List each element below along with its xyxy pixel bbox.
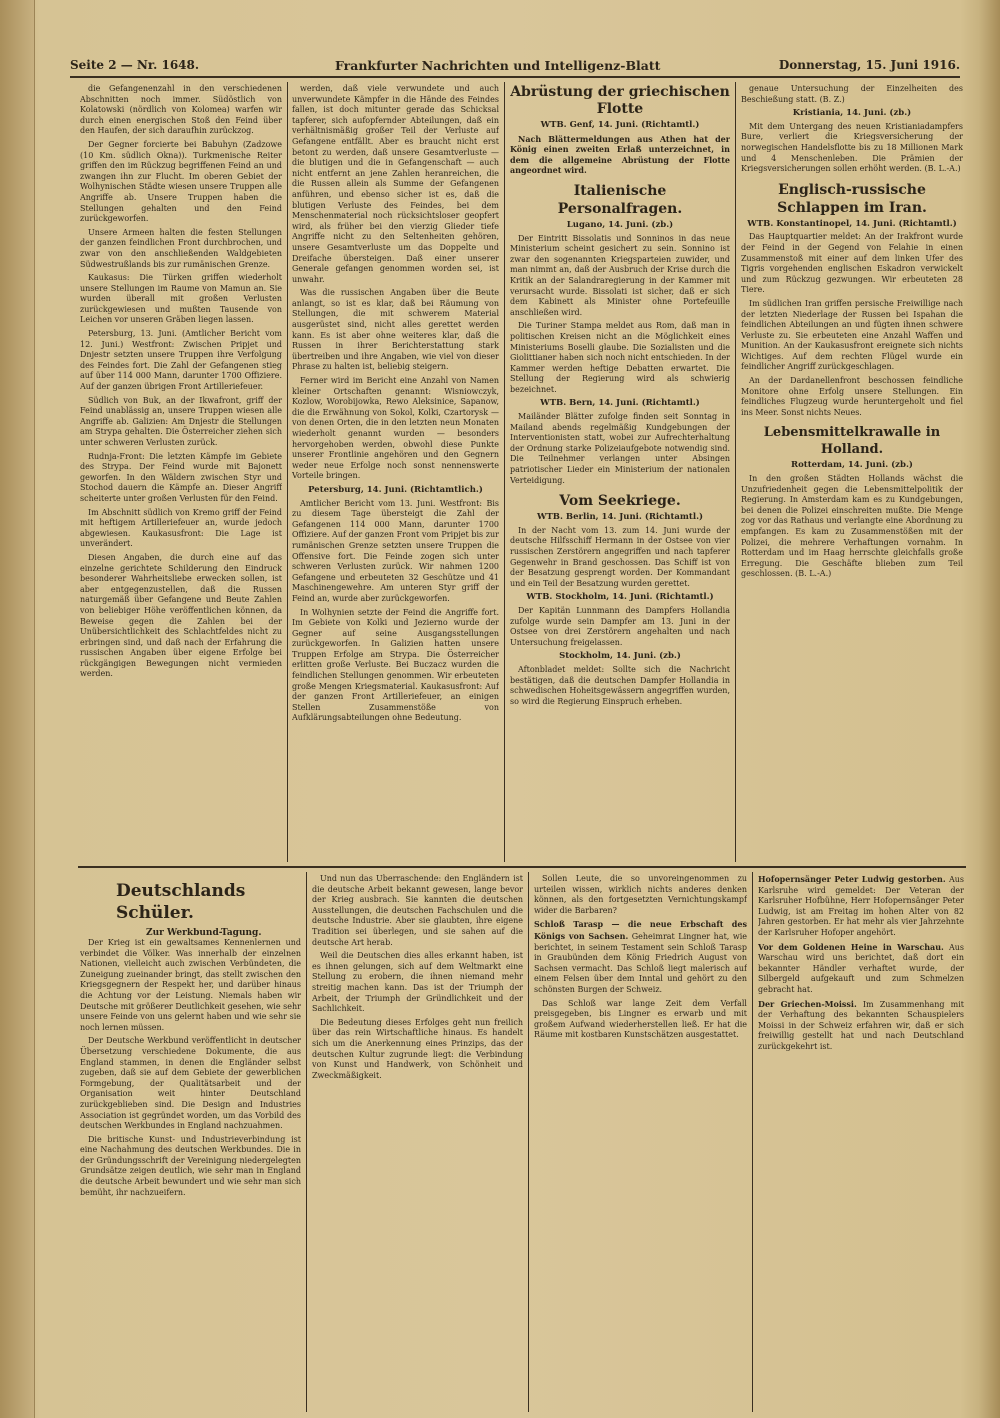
paragraph: Sollen Leute, die so unvoreingenommen zu urteilen wissen, wirklich nichts anderes denken können, als den fortgesetzten Vernichtungskampf wider die Barbaren?: [534, 874, 747, 915]
feature-column-2: [312, 874, 523, 1410]
paragraph: Nach Blättermeldungen aus Athen hat der König einen zweiten Erlaß unterzeichnet, in dem die allgemeine Abrüstung der Flotte angeordnet wird.: [510, 133, 730, 176]
column-iran-holland: [741, 84, 963, 862]
paragraph: Das Schloß war lange Zeit dem Verfall preisgegeben, bis Lingner es erwarb und mit großem Aufwand wiederherstellen ließ. Er hat die Räume mit kostbaren Kunstschätzen ausgestattet.: [534, 998, 747, 1040]
paragraph: In der Nacht vom 13. zum 14. Juni wurde der deutsche Hilfsschiff Hermann in der Ostsee von vier russischen Zerstörern angegriffen und nach tapferer Gegenwehr in Brand geschossen. Das Schiff ist von der Besatzung gesprengt worden. Der Kommandant und ein Teil der Besatzung wurden gerettet.: [510, 525, 730, 588]
notice-title: Der Griechen-Moissi.: [758, 998, 857, 1009]
dateline: Lugano, 14. Juni. (zb.): [566, 219, 674, 230]
paragraph: In den großen Städten Hollands wächst die Unzufriedenheit gegen die Lebensmittelpolitik der Regierung. In Amsterdam kam es zu Kundgebungen, bei denen die Polizei einschreiten mußte. Die Menge zog vor das Rathaus und verlangte eine Abordnung zu empfangen. Es kam zu Zusammenstößen mit der Polizei, die mehrere Verhaftungen vornahm. In Rotterdam und im Haag herrschte gleichfalls große Erregung. Die Geschäfte blieben zum Teil geschlossen. (B. L.-A.): [741, 474, 963, 579]
column-war-report: [80, 84, 282, 862]
notice-text: Aus Karlsruhe wird gemeldet: Der Veteran der Karlsruher Hofbühne, Herr Hofopernsänger Peter Ludwig, ist am Freitag im hohen Alter von 82 Jahren gestorben. Er hat mehr als vier Jahrzehnte der Karlsruher Hofoper angehört.: [758, 875, 964, 937]
paragraph: Petersburg, 13. Juni. (Amtlicher Bericht vom 12. Juni.) Westfront: Zwischen Pripjet und Dnjestr setzten unsere Truppen ihre Verfolgung des Feindes fort. Die Zahl der Gefangenen stieg auf über 114 000 Mann, darunter 1700 Offiziere. Auf der ganzen übrigen Front Artilleriefeuer.: [80, 329, 282, 392]
paragraph: werden, daß viele verwundete und auch unverwundete Kämpfer in die Hände des Feindes fallen, ist doch mitunter gerade das Schicksal tapferer, sich aufopfernder Abteilungen, daß ein verhältnismäßig großer Teil der Verluste auf Gefangene entfällt. Aber es braucht nicht erst betont zu werden, daß unsere Gesamtverluste — die blutigen und die in Gefangenschaft — auch nicht entfernt an jene Zahlen heranreichen, die die Russen allein als Summe der Gefangenen anführen, und ebenso sicher ist es, daß die blutigen Verluste des Feindes, bei dem Menschenmaterial noch rücksichtsloser geopfert wird, als früher bei den vierzig Glieder tiefe Angriffe nicht zu den Seltenheiten gehören, unsere Gesamtverluste um das Doppelte und Dreifache übersteigen. Daß einer unserer Generale gefangen genommen worden sei, ist unwahr.: [292, 84, 499, 284]
paragraph: Weil die Deutschen dies alles erkannt haben, ist es ihnen gelungen, sich auf dem Weltmarkt eine Stellung zu erobern, die ihnen niemand mehr streitig machen kann. Das ist der Triumph der Arbeit, der Triumph der Gründlichkeit und der Sachlichkeit.: [312, 951, 523, 1014]
dateline: Rotterdam, 14. Juni. (zb.): [791, 460, 913, 471]
notice-text: Aus Warschau wird uns berichtet, daß dort ein bekannter Händler verhaftet wurde, der Silbergeld aufgekauft und zum Schmelzen gebracht hat.: [758, 942, 964, 994]
paragraph: Amtlicher Bericht vom 13. Juni. Westfront: Bis zu diesem Tage übersteigt die Zahl der Gefangenen 114 000 Mann, darunter 1700 Offiziere. Auf der ganzen Front vom Pripjet bis zur rumänischen Grenze setzten unsere Truppen die Offensive fort. Die Feinde zogen sich unter schweren Verlusten zurück. Wir nahmen 1200 Gefangene und erbeuteten 32 Geschütze und 41 Maschinengewehre. Am unteren Styr griff der Feind an, wurde aber zurückgeworfen.: [292, 498, 499, 603]
paragraph: die Gefangenenzahl in den verschiedenen Abschnitten noch immer. Südöstlich von Kolatowski (nördlich von Kolomea) warfen wir durch einen energischen Stoß den Feind über den Haufen, der sich daraufhin zurückzog.: [80, 84, 282, 136]
dateline: WTB. Stockholm, 14. Juni. (Richtamtl.): [526, 592, 714, 603]
column-rule: [504, 82, 505, 862]
dateline: WTB. Bern, 14. Juni. (Richtamtl.): [540, 398, 700, 409]
paragraph: Der Krieg ist ein gewaltsames Kennenlernen und verbindet die Völker. Was innerhalb der einzelnen Nationen, vielleicht auch zwischen Verbündeten, die Zuneigung zueinander bringt, das stellt zwischen den Kriegsgegnern der Respekt her, und darüber hinaus die Achtung vor der Leistung. Niemals haben wir Deutsche mit größerer Deutlichkeit gesehen, wie sehr unsere Feinde von uns gelernt haben und wie sehr sie noch lernen müssen.: [80, 938, 301, 1032]
page-number: Seite 2 — Nr. 1648.: [70, 58, 200, 72]
headline: Abrüstung der griechischen Flotte: [510, 84, 730, 117]
notice-title: Vor dem Goldenen Heine in Warschau.: [758, 941, 944, 952]
column-russian-reports: [292, 84, 499, 862]
paragraph: Das Hauptquartier meldet: An der Irakfront wurde der Feind in der Gegend von Felahie in einen Zusammenstoß mit einer auf dem linken Ufer des Tigris vorgehenden englischen Eskadron verwickelt und zum Rückzug gezwungen. Wir erbeuteten 28 Tiere.: [741, 232, 963, 295]
column-rule: [306, 872, 307, 1412]
paragraph: Der Deutsche Werkbund veröffentlicht in deutscher Übersetzung verschiedene Dokumente, die aus England stammen, in denen die Engländer selbst zugeben, daß sie auf dem Gebiete der gewerblichen Formgebung, der Qualitätsarbeit und der Organisation weit hinter Deutschland zurückgeblieben sind. Die Design and Industries Association ist gegründet worden, um das Vorbild des deutschen Werkbundes in England nachzuahmen.: [80, 1036, 301, 1131]
notice-paragraph: [534, 919, 747, 995]
paragraph: Mailänder Blätter zufolge finden seit Sonntag in Mailand abends regelmäßig Kundgebungen der Interventionisten statt, wobei zur Aufrechterhaltung der Ordnung starke Polizeiaufgebote notwendig sind. Die Teilnehmer verlangen unter Absingen patriotischer Lieder ein Ministerium der nationalen Verteidigung.: [510, 412, 730, 485]
paragraph: Rudnja-Front: Die letzten Kämpfe im Gebiete des Strypa. Der Feind wurde mit Bajonett geworfen. In den Wäldern zwischen Styr und Stochod dauern die Kämpfe an. Dieser Angriff scheiterte unter großen Verlusten für den Feind.: [80, 451, 282, 503]
paragraph: Südlich von Buk, an der Ikwafront, griff der Feind unablässig an, unsere Truppen wiesen alle Angriffe ab. Galizien: Am Dnjestr die Stellungen am Strypa gehalten. Die Österreicher ziehen sich unter schweren Verlusten zurück.: [80, 395, 282, 447]
feature-column-1: [80, 938, 301, 1410]
dateline: WTB. Konstantinopel, 14. Juni. (Richtamtl.): [747, 218, 957, 229]
paragraph: Die britische Kunst- und Industrieverbindung ist eine Nachahmung des deutschen Werkbundes. Die in der Gründungsschrift der Vereinigung niedergelegten Grundsätze zeigen deutlich, wie sehr man in England die deutsche Arbeit bewundert und wie sehr man sich bemüht, ihr nachzueifern.: [80, 1134, 301, 1197]
paragraph: Die Turiner Stampa meldet aus Rom, daß man in politischen Kreisen nicht an die Möglichkeit eines Ministeriums Boselli glaube. Die Sozialisten und die Giolittianer haben sich noch nicht entschieden. In der Kammer werden heftige Debatten erwartet. Die Stellung der Regierung wird als schwierig bezeichnet.: [510, 321, 730, 394]
paragraph: Diesen Angaben, die durch eine auf das einzelne gerichtete Schilderung den Eindruck besonderer Wahrheitsliebe erwecken sollen, ist aber entgegenzustellen, daß die Russen naturgemäß über Gefangene und Beute Zahlen von beliebiger Höhe veröffentlichen können, da Beweise gegen die Zahlen bei der Unübersichtlichkeit des Schlachtfeldes nicht zu erbringen sind, und daß nach der Erfahrung die russischen Angaben über eigene Erfolge bei rückgängigen Bewegungen nicht vermieden werden.: [80, 552, 282, 679]
headline: Lebensmittelkrawalle in Holland.: [763, 425, 941, 458]
notice-paragraph: [758, 999, 964, 1053]
notice-title: Schloß Tarasp — die neue Erbschaft des Königs von Sachsen.: [534, 919, 747, 941]
column-rule: [528, 872, 529, 1412]
paragraph: Die Bedeutung dieses Erfolges geht nun freilich über das rein Wirtschaftliche hinaus. Es handelt sich um die Anerkennung eines Prinzips, das der deutschen Kultur zugrunde liegt: die Verbindung von Kunst und Handwerk, von Schönheit und Zweckmäßigkeit.: [312, 1017, 523, 1080]
dateline: WTB. Genf, 14. Juni. (Richtamtl.): [540, 120, 700, 130]
paragraph: Was die russischen Angaben über die Beute anlangt, so ist es klar, daß bei Räumung von Stellungen, die mit schwerem Material ausgerüstet sind, nicht alles gerettet werden kann. Es ist aber ohne weiteres klar, daß die Russen in ihrer Berichterstattung stark übertreiben und ihre Angaben, wie viel von dieser Phrase zu halten ist, beliebig steigern.: [292, 288, 499, 372]
column-foreign-news: [510, 84, 730, 862]
section-rule: [78, 866, 966, 868]
paragraph: genaue Untersuchung der Einzelheiten des Beschießung statt. (B. Z.): [741, 84, 963, 104]
paragraph: In Wolhynien setzte der Feind die Angriffe fort. Im Gebiete von Kolki und Jezierno wurde der Gegner auf seine Ausgangsstellungen zurückgeworfen. In Galizien hatten unsere Truppen Erfolge am Strypa. Die Österreicher erlitten große Verluste. Bei Buczacz wurden die feindlichen Stellungen genommen. Wir erbeuteten große Mengen Kriegsmaterial. Kaukasusfront: Auf der ganzen Front Artilleriefeuer, an einigen Stellen Zusammenstöße von Aufklärungsabteilungen ohne Bedeutung.: [292, 607, 499, 723]
page-fold: [0, 0, 35, 1418]
feature-column-3: [534, 874, 747, 1410]
headline: Italienische Personalfragen.: [557, 182, 683, 217]
paragraph: Ferner wird im Bericht eine Anzahl von Namen kleiner Ortschaften genannt: Wisniowczyk, Kozlow, Worobijowka, Rewo Aleksinice, Sapanow, die die Erwähnung von Sokol, Kolki, Czartorysk — von denen Orten, die in den letzten neun Monaten wiederholt genannt wurden — besonders hervorgehoben werden, obwohl diese Punkte unserer Frontlinie angehören und den Gegnern weder neue Erfolge noch sonst nennenswerte Vorteile bringen.: [292, 376, 499, 481]
masthead-line: [70, 56, 960, 78]
paragraph: Unsere Armeen halten die festen Stellungen der ganzen feindlichen Front durchbrochen, und zwar von den anschließenden Waldgebieten Südwestrußlands bis zur rumänischen Grenze.: [80, 227, 282, 269]
paragraph: An der Dardanellenfront beschossen feindliche Monitore ohne Erfolg unsere Stellungen. Ein feindliches Flugzeug wurde heruntergeholt und fiel ins Meer. Sonst nichts Neues.: [741, 376, 963, 417]
feature-title: Deutschlands Schüler.: [116, 881, 246, 923]
paragraph: Kaukasus: Die Türken griffen wiederholt unsere Stellungen im Raume von Mamun an. Sie wurden überall mit großen Verlusten zurückgewiesen und mußten Tausende von Leichen vor unseren Gräben liegen lassen.: [80, 273, 282, 325]
newspaper-title: Frankfurter Nachrichten und Intelligenz-Blatt: [335, 58, 661, 73]
feature-column-4: [758, 874, 964, 1410]
dateline: WTB. Berlin, 14. Juni. (Richtamtl.): [536, 512, 704, 523]
notice-title: Hofopernsänger Peter Ludwig gestorben.: [758, 874, 946, 884]
dateline: Kristiania, 14. Juni. (zb.): [792, 108, 912, 119]
paragraph: Im Abschnitt südlich von Kremo griff der Feind mit heftigem Artilleriefeuer an, wurde jedoch abgewiesen. Kaukasusfront: Die Lage ist unverändert.: [80, 507, 282, 549]
paragraph: Im südlichen Iran griffen persische Freiwillige nach der letzten Niederlage der Russen bei Ispahan die feindlichen Abteilungen an und fügten ihnen schwere Verluste zu. Sie erbeuteten eine Anzahl Waffen und Munition. An der Kaukasusfront ereignete sich nichts Wichtiges. Auf dem rechten Flügel wurde ein feindlicher Angriff zurückgeschlagen.: [741, 298, 963, 372]
notice-text: Geheimrat Lingner hat, wie berichtet, in seinem Testament sein Schloß Tarasp in Graubünden dem König Friedrich August von Sachsen vermacht. Das Schloß liegt malerisch auf einem Felsen über dem Inntal und gehört zu den schönsten Burgen der Schweiz.: [534, 931, 747, 994]
paragraph: Und nun das Überraschende: den Engländern ist die deutsche Arbeit bekannt gewesen, lange bevor der Krieg ausbrach. Sie kannten die deutschen Ausstellungen, die deutschen Fachschulen und die deutsche Industrie. Aber sie glaubten, ihre eigene Tradition sei überlegen, und sie sahen auf die deutsche Art herab.: [312, 874, 523, 947]
paragraph: Der Gegner forcierte bei Babuhyn (Zadzowe (10 Km. südlich Okna)). Turkmenische Reiter griffen den im Rückzug begriffenen Feind an und zwangen ihn zur Flucht. Im oberen Gebiet der Wolhynischen Städte wiesen unsere Truppen alle Angriffe ab. Unsere Truppen haben die Stellungen gehalten und den Feind zurückgeworfen.: [80, 139, 282, 224]
column-rule: [735, 82, 736, 862]
column-rule: [752, 872, 753, 1412]
feature-heading-block: [116, 880, 296, 940]
dateline: Stockholm, 14. Juni. (zb.): [559, 651, 681, 662]
notice-text: Im Zusammenhang mit der Verhaftung des bekannten Schauspielers Moissi in der Schweiz erfahren wir, daß er sich freiwillig gestellt hat und nach Deutschland zurückgekehrt ist.: [758, 999, 964, 1051]
dateline: Petersburg, 14. Juni. (Richtamtlich.): [308, 484, 483, 495]
paragraph: Der Kapitän Lunnmann des Dampfers Hollandia zufolge wurde sein Dampfer am 13. Juni in der Ostsee von drei Zerstörern angehalten und nach Untersuchung freigelassen.: [510, 605, 730, 647]
notice-paragraph: [758, 942, 964, 996]
column-rule: [287, 82, 288, 862]
headline: Englisch-russische Schlappen im Iran.: [777, 181, 927, 216]
paragraph: Aftonbladet meldet: Sollte sich die Nachricht bestätigen, daß die deutschen Dampfer Hollandia in schwedischen Hoheitsgewässern angegriffen wurden, so wird die Regierung Einspruch erheben.: [510, 664, 730, 706]
notice-paragraph: [758, 874, 964, 939]
paragraph: Der Eintritt Bissolatis und Sonninos in das neue Ministerium scheint gesichert zu sein. Sonnino ist zwar den sogenannten Kriegsparteien zuwider, und man nimmt an, daß der Ausbruch der Krise durch die Kritik an der Salandraregierung in der Kammer mit verursacht wurde. Bissolati ist sicher, daß er sich dem Kabinett als Minister ohne Portefeuille anschließen wird.: [510, 233, 730, 317]
page-edge: [978, 0, 1000, 1418]
paragraph: Mit dem Untergang des neuen Kristianiadampfers Bure, verliert die Kriegsversicherung der norwegischen Handelsflotte bis zu 18 Millionen Mark und 4 Menschenleben. Die Prämien der Kriegsversicherungen sollen erhöht werden. (B. L.-A.): [741, 121, 963, 174]
issue-date: Donnerstag, 15. Juni 1916.: [778, 58, 960, 72]
feature-subtitle: Zur Werkbund-Tagung.: [146, 928, 262, 938]
headline: Vom Seekriege.: [559, 493, 681, 510]
